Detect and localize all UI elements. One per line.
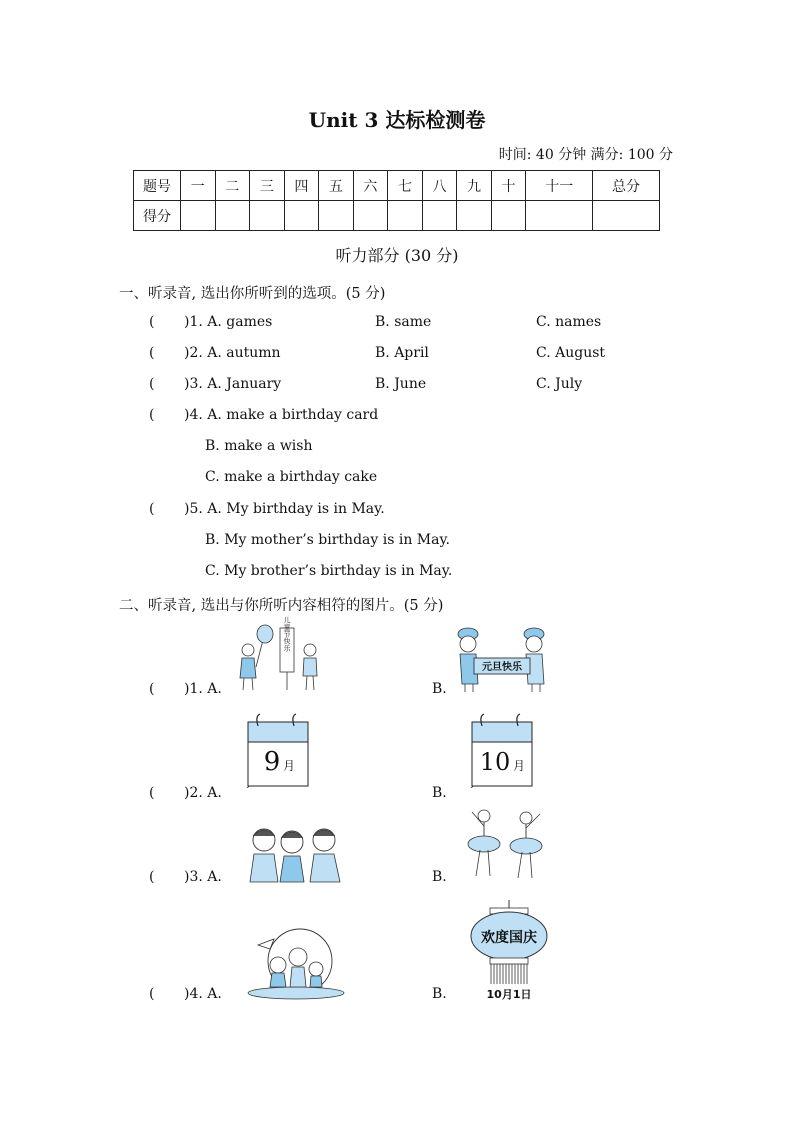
score-input-cell[interactable] <box>593 201 660 231</box>
s2-q3-option-b: B. <box>432 869 447 885</box>
answer-paren[interactable]: ( <box>149 785 155 801</box>
s1-q1-option-b: B. same <box>375 314 432 330</box>
s2-q2-option-b: B. <box>432 785 447 801</box>
s1-q4: )4. A. make a birthday card <box>184 407 379 423</box>
s1-q1-option-c: C. names <box>536 314 602 330</box>
answer-paren[interactable]: ( <box>149 314 155 330</box>
calendar-october-image[interactable] <box>468 712 536 792</box>
s1-q3-option-c: C. July <box>536 376 583 392</box>
score-input-cell[interactable] <box>284 201 319 231</box>
s1-q2: )2. A. autumn <box>184 345 281 361</box>
score-input-cell[interactable] <box>422 201 457 231</box>
score-header-cell: 三 <box>250 171 285 201</box>
s1-q2-option-c: C. August <box>536 345 606 361</box>
score-row-label: 得分 <box>134 201 181 231</box>
score-input-cell[interactable] <box>491 201 526 231</box>
s1-q3: )3. A. January <box>184 376 282 392</box>
lantern-text: 欢度国庆 <box>481 930 537 946</box>
s1-q1: )1. A. games <box>184 314 273 330</box>
score-table-score-row <box>134 201 660 231</box>
calendar-month-char: 月 <box>512 759 526 773</box>
new-year-image[interactable] <box>456 622 550 694</box>
childrens-day-sign-text: 儿童节快乐 <box>283 616 291 652</box>
childrens-day-image[interactable] <box>232 616 332 694</box>
exam-meta: 时间: 40 分钟 满分: 100 分 <box>498 147 673 163</box>
answer-paren[interactable]: ( <box>149 986 155 1002</box>
s2-q1: )1. A. <box>184 681 222 697</box>
score-input-cell[interactable] <box>319 201 354 231</box>
children-eating-image[interactable] <box>246 822 346 884</box>
mid-autumn-family-image[interactable] <box>244 925 348 1001</box>
s1-q3-option-b: B. June <box>375 376 427 392</box>
score-header-cell: 四 <box>284 171 319 201</box>
score-header-cell: 题号 <box>134 171 181 201</box>
score-input-cell[interactable] <box>215 201 250 231</box>
calendar-october-number: 10 <box>479 748 511 776</box>
score-input-cell[interactable] <box>457 201 492 231</box>
score-input-cell[interactable] <box>181 201 216 231</box>
score-header-cell: 二 <box>215 171 250 201</box>
score-header-cell: 一 <box>181 171 216 201</box>
new-year-banner-text: 元旦快乐 <box>482 662 522 673</box>
answer-paren[interactable]: ( <box>149 501 155 517</box>
national-day-lantern-image[interactable] <box>468 900 550 1004</box>
score-header-cell: 八 <box>422 171 457 201</box>
score-header-cell: 十 <box>491 171 526 201</box>
s2-q1-option-b: B. <box>432 681 447 697</box>
score-header-cell: 十一 <box>526 171 593 201</box>
score-header-cell: 九 <box>457 171 492 201</box>
listening-heading: 听力部分 (30 分) <box>335 246 459 265</box>
calendar-september-number: 9 <box>263 747 281 777</box>
s1-q5: )5. A. My birthday is in May. <box>184 501 385 517</box>
s2-q4: )4. A. <box>184 986 222 1002</box>
s1-q4-option-b: B. make a wish <box>205 438 313 454</box>
section2-heading: 二、听录音, 选出与你所听内容相符的图片。(5 分) <box>119 598 444 614</box>
section1-heading: 一、听录音, 选出你所听到的选项。(5 分) <box>119 286 386 302</box>
lantern-date-text: 10月1日 <box>486 988 532 1001</box>
answer-paren[interactable]: ( <box>149 376 155 392</box>
s1-q2-option-b: B. April <box>375 345 429 361</box>
answer-paren[interactable]: ( <box>149 345 155 361</box>
calendar-month-char: 月 <box>282 759 296 773</box>
answer-paren[interactable]: ( <box>149 681 155 697</box>
score-header-cell: 六 <box>353 171 388 201</box>
girls-dancing-image[interactable] <box>462 806 552 882</box>
page-title: Unit 3 达标检测卷 <box>308 108 486 132</box>
calendar-september-image[interactable] <box>244 712 312 792</box>
score-input-cell[interactable] <box>526 201 593 231</box>
score-table <box>133 170 660 231</box>
score-input-cell[interactable] <box>250 201 285 231</box>
s1-q4-option-c: C. make a birthday cake <box>205 469 378 485</box>
s2-q2: )2. A. <box>184 785 222 801</box>
score-table-header-row <box>134 171 660 201</box>
score-header-cell: 五 <box>319 171 354 201</box>
s2-q4-option-b: B. <box>432 986 447 1002</box>
s1-q5-option-c: C. My brother’s birthday is in May. <box>205 563 453 579</box>
score-input-cell[interactable] <box>353 201 388 231</box>
score-header-cell: 总分 <box>593 171 660 201</box>
score-input-cell[interactable] <box>388 201 423 231</box>
score-header-cell: 七 <box>388 171 423 201</box>
answer-paren[interactable]: ( <box>149 407 155 423</box>
answer-paren[interactable]: ( <box>149 869 155 885</box>
s1-q5-option-b: B. My mother’s birthday is in May. <box>205 532 450 548</box>
s2-q3: )3. A. <box>184 869 222 885</box>
